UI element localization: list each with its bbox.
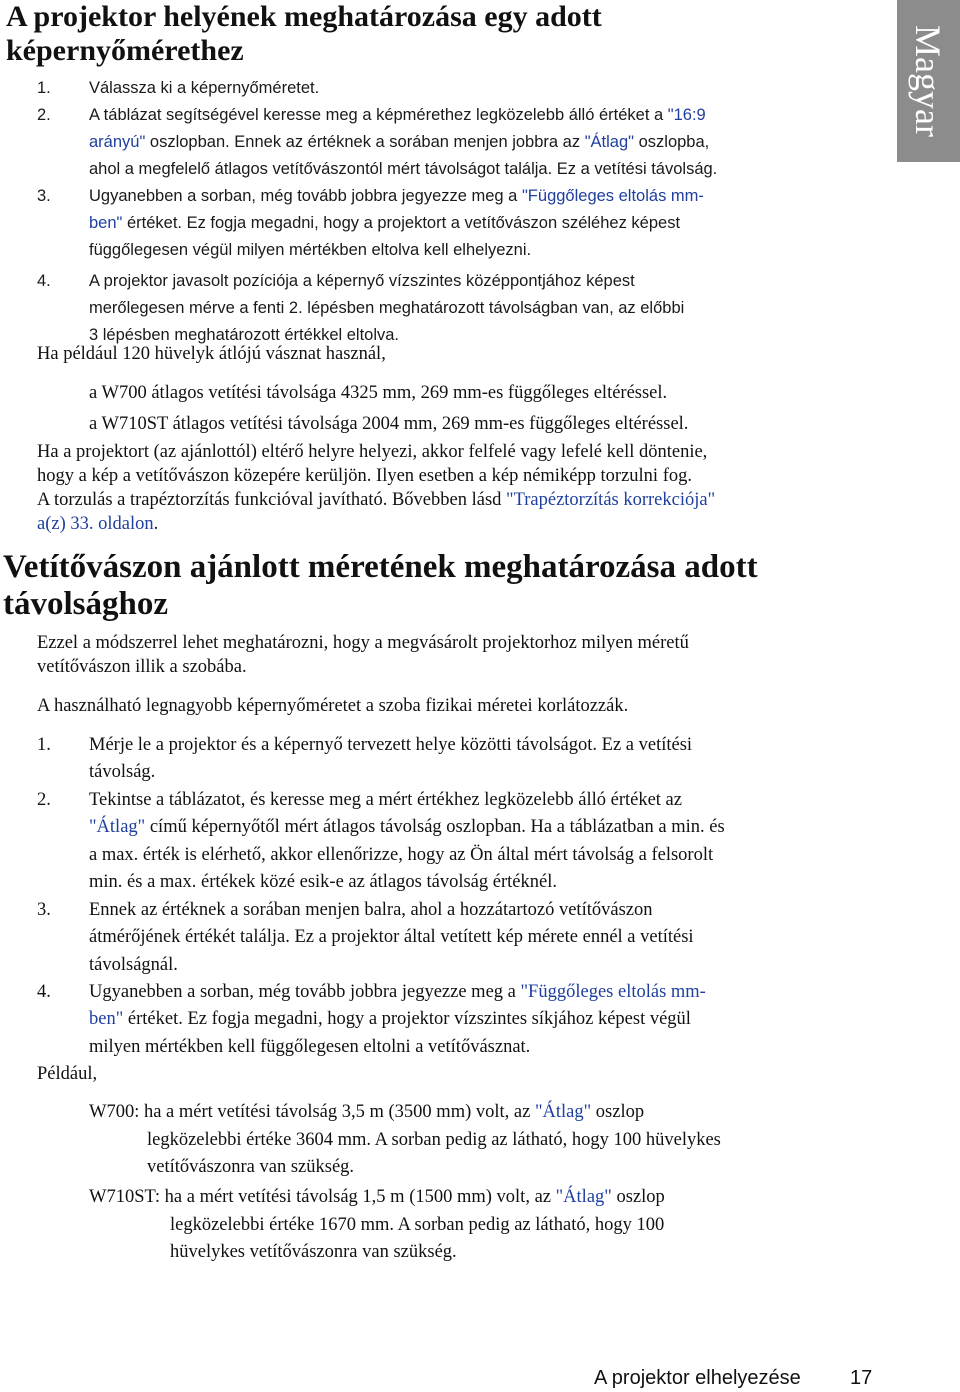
cross-reference-link: "Függőleges eltolás mm- — [521, 187, 704, 205]
section1-title-line1: A projektor helyének meghatározása egy adott — [6, 0, 602, 33]
cross-reference-link: "Függőleges eltolás mm- — [520, 982, 706, 1002]
example-w700-line — [89, 1101, 644, 1123]
section2-title-line2: távolsághoz — [3, 586, 168, 622]
text-run: oszlop — [591, 1102, 645, 1122]
text-run: merőlegesen mérve a fenti 2. lépésben meghatározott távolságban van, az előbbi — [89, 299, 685, 317]
section2-intro-line2: vetítővászon illik a szobába. — [37, 657, 247, 677]
step-text-line — [89, 78, 319, 98]
example-w700: a W700 átlagos vetítési távolsága 4325 mm, 269 mm-es függőleges eltéréssel. — [89, 383, 668, 403]
cross-reference-link: ben" — [89, 1009, 124, 1030]
section2-intro-line1: Ezzel a módszerrel lehet meghatározni, hogy a megvásárolt projektorhoz milyen méretű — [37, 633, 689, 653]
text-run: hogy a kép a vetítővászon közepére kerüljön. Ilyen esetben a kép némiképp torzulni fog. — [37, 466, 692, 486]
text-run: című képernyőtől mért átlagos távolság oszlopban. Ha a táblázatban a min. és — [145, 817, 725, 838]
step-text-line — [89, 899, 652, 921]
step-text-line — [89, 844, 713, 866]
cross-reference-link: "Átlag" — [89, 817, 146, 838]
text-run: ahol a megfelelő átlagos vetítővászontól mért távolságot találja. Ez a vetítési távolság. — [89, 160, 718, 178]
step-text-line — [89, 954, 178, 976]
step-text-line — [89, 816, 725, 838]
text-run: Ugyanebben a sorban, még tovább jobbra jegyezze meg a — [89, 187, 522, 205]
text-run: Mérje le a projektor és a képernyő tervezett helye közötti távolságot. Ez a vetítési — [89, 735, 693, 755]
step-text-line — [89, 734, 692, 756]
cross-reference-link: "Átlag" — [584, 133, 635, 151]
text-run: A táblázat segítségével keresse meg a képmérethez legközelebb álló értéket a — [89, 106, 668, 124]
cross-reference-link: ben" — [89, 214, 123, 232]
step-number: 3. — [37, 187, 51, 205]
step-number: 1. — [37, 735, 51, 755]
example-label: Például, — [37, 1064, 98, 1084]
cross-reference-link: a(z) 33. oldalon — [37, 514, 154, 534]
text-run: A torzulás a trapéztorzítás funkcióval javítható. Bővebben lásd — [37, 490, 507, 510]
text-run: Ha a projektort (az ajánlottól) eltérő helyre helyezi, akkor felfelé vagy lefelé kell döntenie, — [37, 442, 708, 462]
language-tab — [897, 0, 960, 162]
text-run: oszlopba, — [634, 133, 710, 151]
example-w710st-line — [89, 1186, 665, 1208]
text-run: vetítővászonra van szükség. — [147, 1157, 355, 1177]
text-run: függőlegesen végül milyen mértékben eltolva kell elhelyezni. — [89, 241, 532, 259]
step-text-line — [89, 271, 635, 291]
example-w710st-line — [170, 1214, 664, 1236]
cross-reference-link: "16:9 — [667, 106, 706, 124]
language-tab-label: Magyar — [908, 25, 948, 137]
example-w710st: a W710ST átlagos vetítési távolsága 2004 mm, 269 mm-es függőleges eltéréssel. — [89, 414, 689, 434]
text-run: Tekintse a táblázatot, és keresse meg a mért értékhez legközelebb álló értéket az — [89, 790, 682, 810]
step-text-line — [89, 789, 682, 811]
text-run: értéket. Ez fogja megadni, hogy a projektort a vetítővászon széléhez képest — [122, 214, 681, 232]
step-number: 1. — [37, 79, 51, 97]
step-text-line — [89, 298, 684, 318]
step-text-line — [89, 325, 399, 345]
text-run: legközelebbi értéke 3604 mm. A sorban pedig az látható, hogy 100 hüvelykes — [147, 1129, 721, 1150]
step-text-line — [89, 240, 531, 260]
cross-reference-link: "Átlag" — [534, 1102, 592, 1122]
text-run: hüvelykes vetítővászonra van szükség. — [170, 1242, 457, 1262]
step-text-line — [89, 105, 706, 125]
text-run: . — [153, 514, 159, 534]
text-run: átmérőjének értékét találja. Ez a projektor által vetített kép mérete ennél a vetítési — [89, 927, 694, 948]
step-number: 4. — [37, 982, 51, 1002]
text-run: A projektor javasolt pozíciója a képernyő vízszintes középpontjához képest — [89, 272, 635, 290]
step-text-line — [89, 926, 694, 948]
step-text-line — [89, 981, 706, 1003]
cross-reference-link: arányú" — [89, 133, 146, 151]
text-run: min. és a max. értékek közé esik-e az átlagos távolság értéknél. — [89, 871, 557, 892]
step-text-line — [89, 761, 155, 783]
section2-title-line1: Vetítővászon ajánlott méretének meghatározása adott — [3, 549, 758, 585]
step-text-line — [89, 159, 717, 179]
section1-title-line2: képernyőmérethez — [6, 34, 244, 67]
text-run: a max. érték is elérhető, akkor ellenőrizze, hogy az Ön által mért távolság a felsorolt — [89, 844, 714, 865]
cross-reference-link: "Átlag" — [555, 1187, 612, 1207]
footer-page-number: 17 — [850, 1367, 873, 1389]
text-run: oszlopban. Ennek az értéknek a sorában menjen jobbra az — [145, 133, 585, 151]
footer-section-title: A projektor elhelyezése — [594, 1367, 801, 1389]
text-run: távolság. — [89, 762, 156, 783]
text-run: Ennek az értéknek a sorában menjen balra, ahol a hozzátartozó vetítővászon — [89, 900, 653, 920]
example-w700-line — [147, 1156, 354, 1178]
step-text-line — [89, 871, 557, 893]
step-text-line — [89, 186, 704, 206]
example-w700-line — [147, 1129, 721, 1151]
step-number: 2. — [37, 790, 51, 810]
step-number: 4. — [37, 272, 51, 290]
example-intro: Ha például 120 hüvelyk átlójú vásznat használ, — [37, 344, 386, 364]
step-number: 3. — [37, 900, 51, 920]
text-run: Ugyanebben a sorban, még tovább jobbra jegyezze meg a — [89, 982, 521, 1002]
section2-intro2: A használható legnagyobb képernyőméretet a szoba fizikai méretei korlátozzák. — [37, 696, 629, 716]
step-text-line — [89, 1008, 691, 1030]
step-text-line — [89, 132, 709, 152]
text-run: milyen mértékben kell függőlegesen eltolni a vetítővásznat. — [89, 1036, 531, 1057]
text-run: 3 lépésben meghatározott értékkel eltolva. — [89, 326, 400, 344]
text-run: értéket. Ez fogja megadni, hogy a projektor vízszintes síkjához képest végül — [123, 1009, 691, 1030]
paragraph-line — [37, 441, 707, 463]
text-run: W710ST: ha a mért vetítési távolság 1,5 m (1500 mm) volt, az — [89, 1187, 556, 1207]
text-run: legközelebbi értéke 1670 mm. A sorban pedig az látható, hogy 100 — [170, 1214, 665, 1235]
paragraph-line — [37, 489, 715, 511]
step-number: 2. — [37, 106, 51, 124]
cross-reference-link: "Trapéztorzítás korrekciója" — [506, 490, 716, 510]
step-text-line — [89, 213, 680, 233]
step-text-line — [89, 1036, 530, 1058]
text-run: W700: ha a mért vetítési távolság 3,5 m (3500 mm) volt, az — [89, 1102, 535, 1122]
text-run: oszlop — [611, 1187, 665, 1207]
example-w710st-line — [170, 1241, 457, 1263]
text-run: Válassza ki a képernyőméretet. — [89, 79, 320, 97]
paragraph-line — [37, 513, 158, 535]
text-run: távolságnál. — [89, 954, 178, 975]
paragraph-line — [37, 465, 692, 487]
